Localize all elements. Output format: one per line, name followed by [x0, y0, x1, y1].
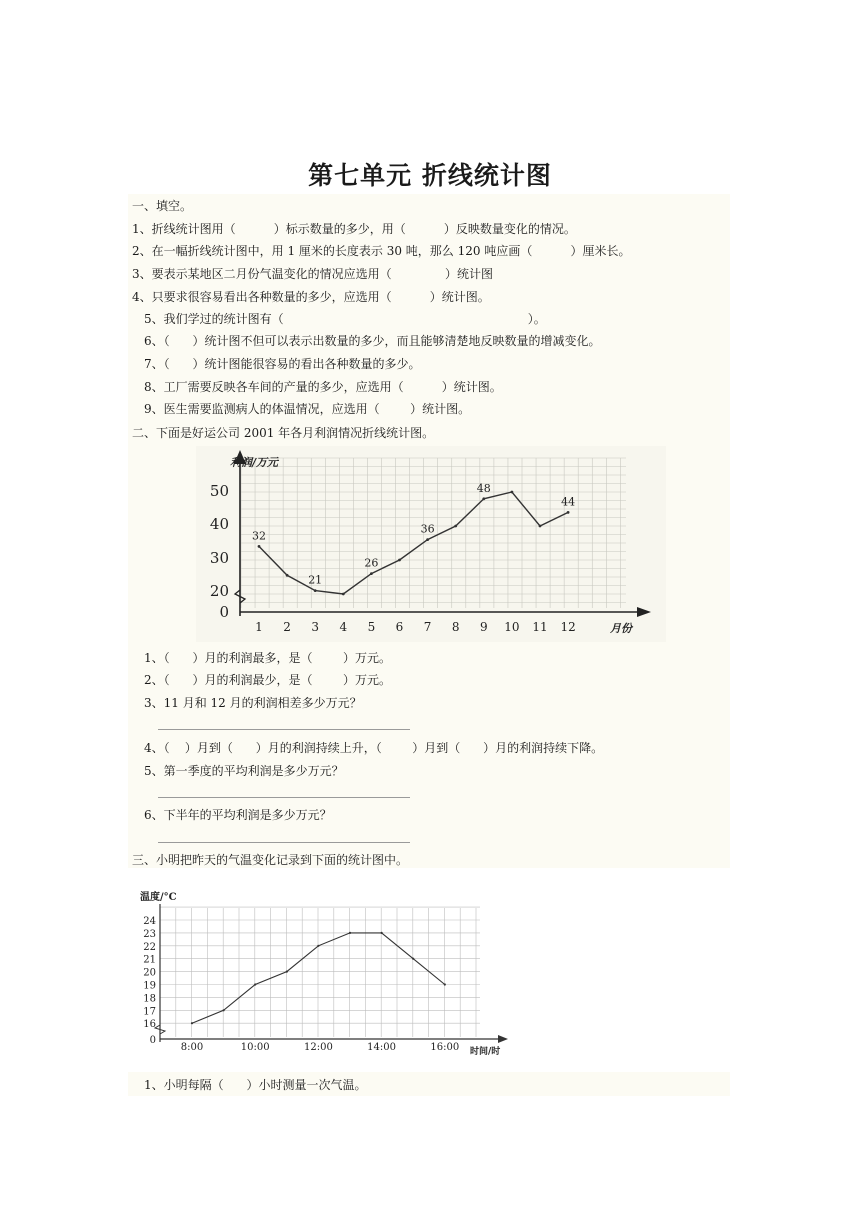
y-tick-label: 22 — [143, 941, 156, 953]
y-tick-label: 16 — [143, 1019, 156, 1031]
question-text: 2、在一幅折线统计图中，用 1 厘米的长度表示 30 吨，那么 120 吨应画（ ）厘米长。 — [132, 244, 631, 258]
y-tick-label: 17 — [143, 1006, 156, 1018]
x-tick-label: 12:00 — [303, 1042, 333, 1053]
y-tick-label: 20 — [209, 582, 229, 600]
data-label: 21 — [308, 573, 323, 587]
question-text: 6、（ ）统计图不但可以表示出数量的多少，而且能够清楚地反映数量的增减变化。 — [144, 334, 601, 348]
question-text: 7、（ ）统计图能很容易的看出各种数量的多少。 — [144, 357, 421, 371]
data-point — [317, 945, 319, 947]
question-text: 6、下半年的平均利润是多少万元？ — [144, 808, 332, 822]
data-point — [426, 538, 429, 541]
data-point — [567, 511, 570, 514]
x-tick-label: 2 — [283, 620, 291, 634]
profit-line-chart — [196, 446, 666, 642]
page-title: 第七单元 折线统计图 — [308, 161, 552, 190]
data-point — [454, 525, 457, 528]
question-text: 4、（ ）月到（ ）月的利润持续上升，（ ）月到（ ）月的利润持续下降。 — [144, 741, 604, 755]
question-text: 2、（ ）月的利润最少，是（ ）万元。 — [144, 673, 392, 687]
x-tick-label: 11 — [532, 620, 548, 634]
answer-line — [158, 797, 410, 798]
y-tick-label: 21 — [143, 954, 156, 966]
chart-x-ticks — [181, 1042, 459, 1053]
data-label: 36 — [420, 522, 435, 536]
data-point — [482, 497, 485, 500]
data-point — [412, 958, 414, 960]
question-text: 4、只要求很容易看出各种数量的多少，应选用（ ）统计图。 — [132, 290, 490, 304]
x-tick-label: 12 — [560, 620, 576, 634]
data-point — [349, 932, 351, 934]
y-tick-label: 19 — [143, 980, 156, 992]
x-tick-label: 3 — [311, 620, 320, 634]
temperature-line-chart — [138, 884, 520, 1062]
x-tick-label: 7 — [423, 620, 432, 634]
chart-y-ticks — [143, 916, 156, 1046]
chart-axes — [155, 904, 508, 1043]
chart-y-axis-label: 利润/万元 — [230, 456, 279, 469]
x-tick-label: 6 — [395, 620, 404, 634]
answer-line — [158, 729, 410, 730]
data-point — [539, 525, 542, 528]
section-heading: 三、小明把昨天的气温变化记录到下面的统计图中。 — [132, 853, 409, 867]
data-point — [254, 983, 256, 985]
data-point — [381, 932, 383, 934]
x-tick-label: 16:00 — [430, 1042, 460, 1053]
chart-y-axis-label: 温度/°C — [140, 892, 177, 903]
data-point — [511, 491, 514, 494]
y-tick-label: 18 — [143, 993, 156, 1005]
question-text: 1、折线统计图用（ ）标示数量的多少，用（ ）反映数量变化的情况。 — [132, 222, 576, 236]
data-point — [342, 593, 345, 596]
y-tick-label: 23 — [143, 928, 156, 940]
y-tick-label: 50 — [209, 482, 229, 500]
chart-x-axis-label: 月份 — [610, 622, 632, 635]
question-text: 5、第一季度的平均利润是多少万元？ — [144, 764, 344, 778]
data-label: 44 — [561, 495, 576, 509]
x-tick-label: 5 — [367, 620, 376, 634]
data-label: 32 — [252, 529, 266, 543]
y-tick-label: 40 — [209, 515, 229, 533]
data-point — [286, 971, 288, 973]
x-tick-label: 8:00 — [180, 1042, 204, 1053]
x-tick-label: 9 — [479, 620, 488, 634]
y-tick-label: 0 — [149, 1035, 156, 1046]
y-tick-label: 0 — [219, 603, 229, 621]
x-tick-label: 8 — [451, 620, 460, 634]
x-axis-arrow — [498, 1035, 508, 1043]
question-text: 9、医生需要监测病人的体温情况，应选用（ ）统计图。 — [144, 402, 471, 416]
y-tick-label: 20 — [143, 967, 156, 979]
data-label: 48 — [476, 481, 491, 495]
x-tick-label: 4 — [339, 620, 348, 634]
question-text: 5、我们学过的统计图有（ ）。 — [144, 312, 546, 326]
x-tick-label: 14:00 — [367, 1042, 397, 1053]
data-point — [370, 572, 373, 575]
y-tick-label: 24 — [143, 916, 156, 927]
data-point — [286, 574, 289, 577]
x-tick-label: 10:00 — [240, 1042, 270, 1053]
question-text: 3、11 月和 12 月的利润相差多少万元？ — [144, 696, 362, 710]
section-heading: 一、填空。 — [132, 199, 193, 213]
data-point — [444, 983, 446, 985]
x-tick-label: 1 — [255, 620, 263, 634]
chart-x-axis-label: 时间/时 — [470, 1047, 501, 1057]
question-text: 3、要表示某地区二月份气温变化的情况应选用（ ）统计图 — [132, 267, 494, 281]
data-point — [314, 589, 317, 592]
question-text: 1、小明每隔（ ）小时测量一次气温。 — [144, 1078, 367, 1092]
data-label: 26 — [364, 556, 379, 570]
data-point — [398, 559, 401, 562]
data-point — [191, 1022, 193, 1024]
answer-line — [158, 842, 410, 843]
x-tick-label: 10 — [504, 620, 520, 634]
chart-grid — [160, 907, 480, 1037]
y-tick-label: 30 — [209, 549, 229, 567]
question-text: 8、工厂需要反映各车间的产量的多少，应选用（ ）统计图。 — [144, 380, 502, 394]
question-text: 1、（ ）月的利润最多，是（ ）万元。 — [144, 651, 392, 665]
data-point — [258, 545, 261, 548]
data-point — [223, 1009, 225, 1011]
section-heading: 二、下面是好运公司 2001 年各月利润情况折线统计图。 — [132, 426, 435, 440]
